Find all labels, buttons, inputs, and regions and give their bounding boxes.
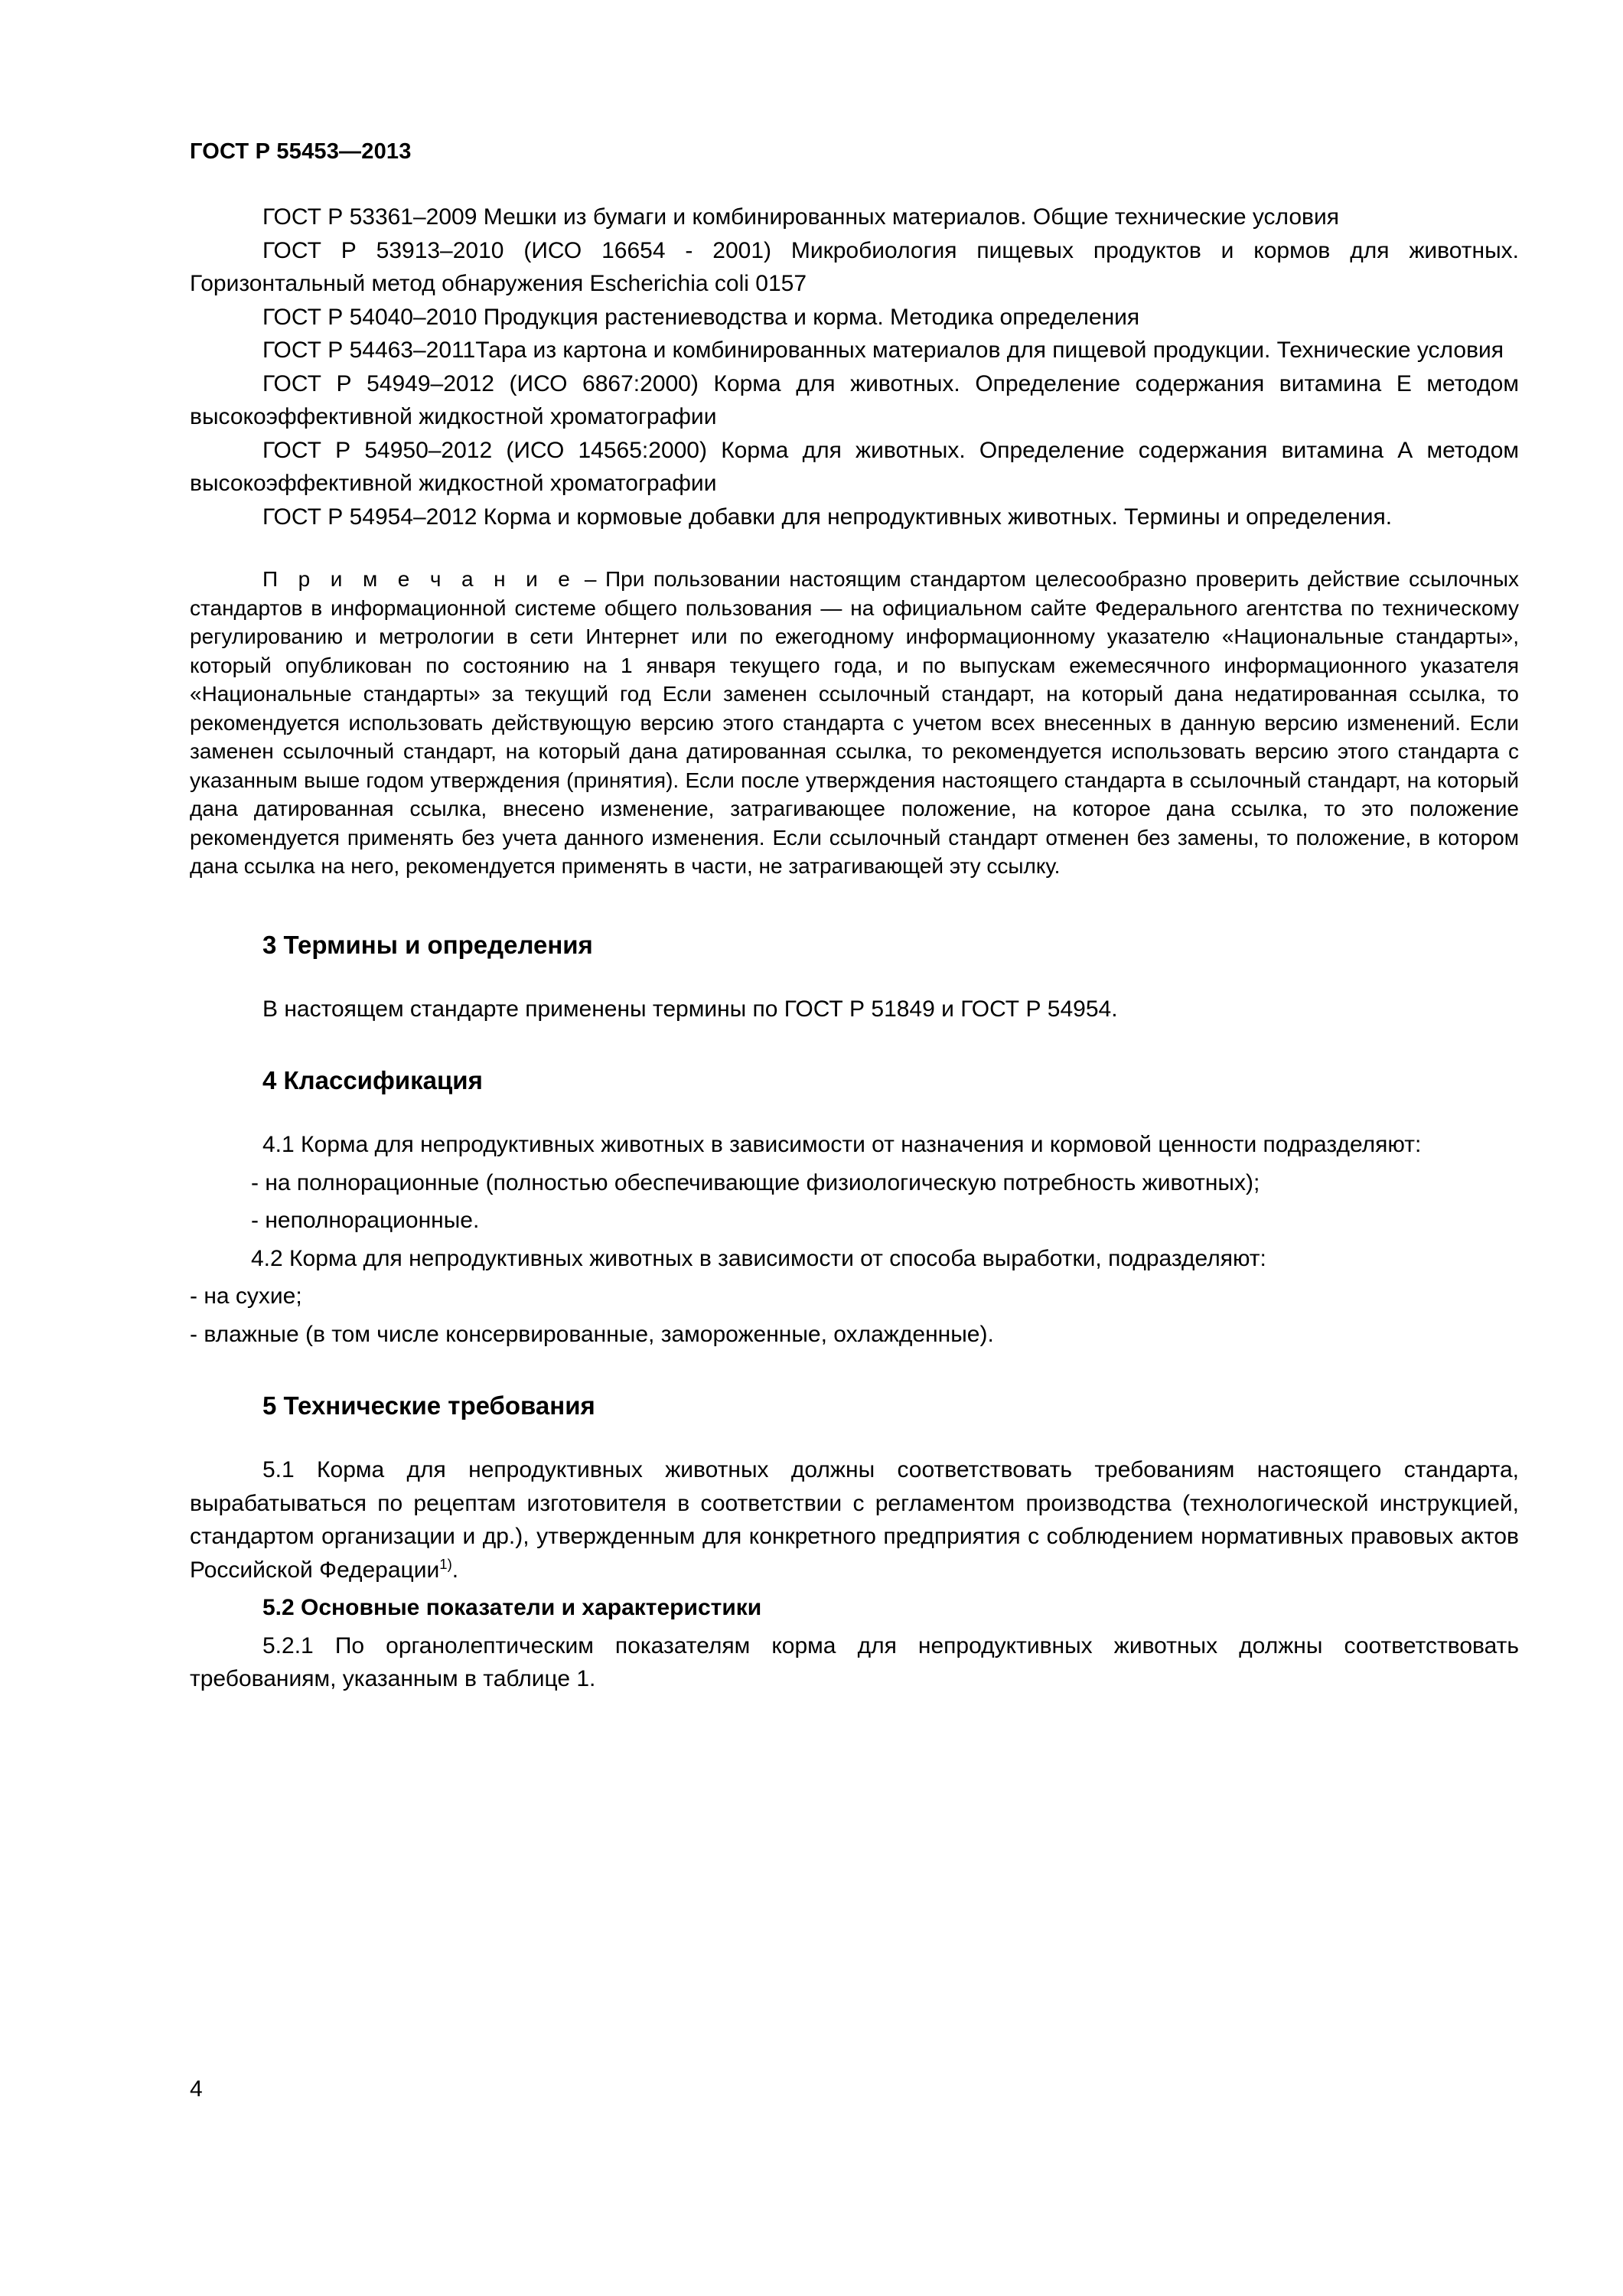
list-item: - на сухие; [190,1283,302,1309]
note-text: При пользовании настоящим стандартом целесообразно проверить действие ссылочных стандартов в информационной системе общего пользования — на официальном сайте Федерального агентства по техническому регулированию и метрологии в сети Интернет или по ежегодному информационному указателю «Национальные стандарты», который опубликован по состоянию на 1 января текущего года, и по выпускам ежемесячного информационного указателя «Национальные стандарты» за текущий год Если заменен ссылочный стандарт, на который дана недатированная ссылка, то рекомендуется использовать действующую версию этого стандарта с учетом всех внесенных в данную версию изменений. Если заменен ссылочный стандарт, на который дана датированная ссылка, то рекомендуется использовать версию этого стандарта с указанным выше годом утверждения (принятия). Если после утверждения настоящего стандарта в ссылочный стандарт, на который дана датированная ссылка, внесено изменение, затрагивающее положение, на которое дана ссылка, то это положение рекомендуется применять без учета данного изменения. Если ссылочный стандарт отменен без замены, то положение, в котором дана ссылка на него, рекомендуется применять в части, не затрагивающей эту ссылку. [190,567,1519,878]
reference-item: ГОСТ Р 54040–2010 Продукция растениеводства и корма. Методика определения [262,304,1140,330]
section-heading-terms: 3 Термины и определения [262,930,593,959]
section-heading-classification: 4 Классификация [262,1066,483,1094]
footnote-marker: 1) [439,1555,452,1572]
clause-4-2: 4.2 Корма для непродуктивных животных в зависимости от способа выработки, подразделяют: [251,1245,1266,1271]
reference-item: ГОСТ Р 53913–2010 (ИСО 16654 - 2001) Микробиология пищевых продуктов и кормов для животных. Горизонтальный метод обнаружения Escherichia coli 0157 [190,237,1519,296]
clause-5-2-1: 5.2.1 По органолептическим показателям корма для непродуктивных животных должны соответствовать требованиям, указанным в таблице 1. [190,1632,1519,1691]
list-item: - неполнорационные. [251,1208,480,1233]
list-item: - на полнорационные (полностью обеспечивающие физиологическую потребность животных); [251,1169,1260,1195]
page-number: 4 [190,2076,203,2102]
reference-item: ГОСТ Р 54950–2012 (ИСО 14565:2000) Корма для животных. Определение содержания витамина А методом высокоэффективной жидкостной хроматографии [190,437,1519,496]
clause-4-1: 4.1 Корма для непродуктивных животных в зависимости от назначения и кормовой ценности подразделяют: [262,1132,1422,1157]
reference-item: ГОСТ Р 54463–2011Тара из картона и комбинированных материалов для пищевой продукции. Технические условия [262,338,1504,363]
clause-5-1-period: . [451,1557,459,1583]
reference-item: ГОСТ Р 54954–2012 Корма и кормовые добавки для непродуктивных животных. Термины и определения. [262,504,1393,530]
document-body [190,201,1519,1696]
list-item: - влажные (в том числе консервированные, замороженные, охлажденные). [190,1321,994,1347]
note-block [190,565,1519,881]
subheading-5-2: 5.2 Основные показатели и характеристики [262,1595,762,1620]
reference-item: ГОСТ Р 54949–2012 (ИСО 6867:2000) Корма для животных. Определение содержания витамина Е методом высокоэффективной жидкостной хроматографии [190,370,1519,429]
section-heading-technical: 5 Технические требования [262,1391,595,1420]
clause-5-1 [190,1453,1519,1587]
reference-item: ГОСТ Р 53361–2009 Мешки из бумаги и комбинированных материалов. Общие технические условия [262,204,1339,230]
section-terms-paragraph: В настоящем стандарте применены термины по ГОСТ Р 51849 и ГОСТ Р 54954. [262,996,1118,1022]
clause-5-1-text: 5.1 Корма для непродуктивных животных должны соответствовать требованиям настоящего стандарта, вырабатываться по рецептам изготовителя в соответствии с регламентом производства (технологической инструкцией, стандартом организации и др.), утвержденным для конкретного предприятия с соблюдением нормативных правовых актов Российской Федерации [190,1457,1519,1583]
note-label: П р и м е ч а н и е [262,567,576,591]
running-head: ГОСТ Р 55453—2013 [190,139,412,164]
note-dash: – [575,567,605,591]
